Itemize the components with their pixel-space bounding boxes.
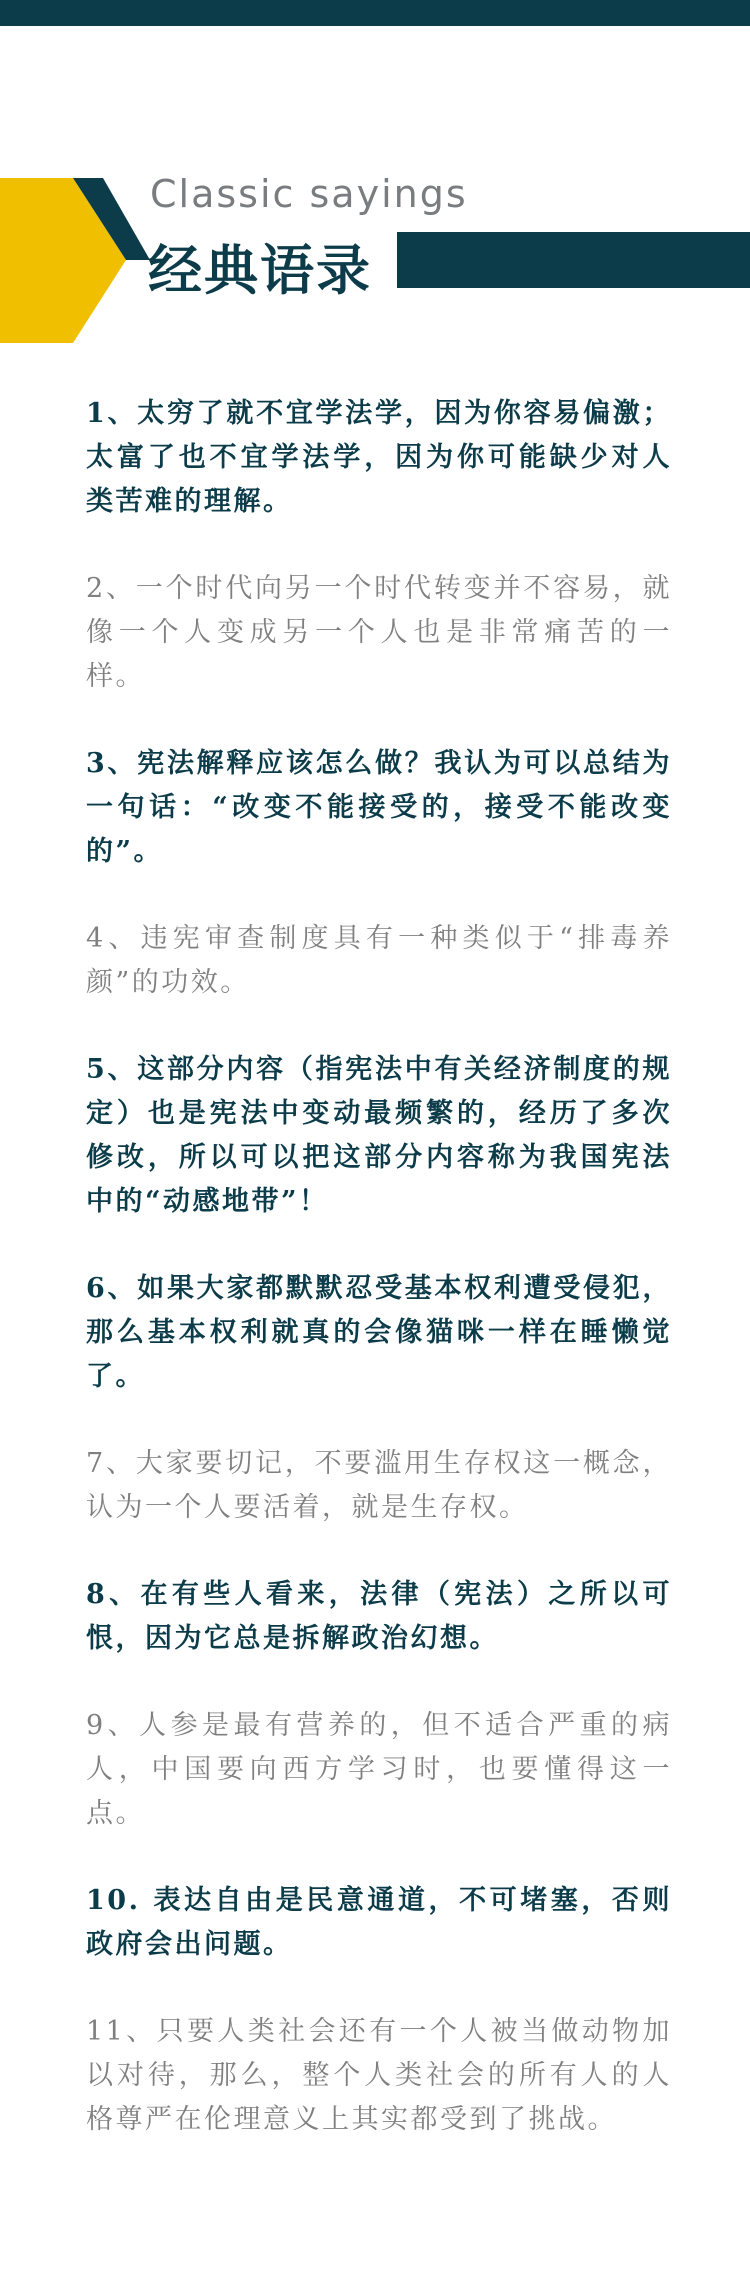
quote-item: 6、如果大家都默默忍受基本权利遭受侵犯，那么基本权利就真的会像猫咪一样在睡懒觉了。 xyxy=(86,1273,672,1392)
quote-item: 2、一个时代向另一个时代转变并不容易，就像一个人变成另一个人也是非常痛苦的一样。 xyxy=(86,573,672,692)
quote-item: 5、这部分内容（指宪法中有关经济制度的规定）也是宪法中变动最频繁的，经历了多次修改，所以可以把这部分内容称为我国宪法中的“动感地带”！ xyxy=(86,1054,672,1217)
section-subtitle-english: Classic sayings xyxy=(150,172,468,216)
quotes-list xyxy=(86,392,672,2185)
quote-item: 1、太穷了就不宜学法学，因为你容易偏激；太富了也不宜学法学，因为你可能缺少对人类苦难的理解。 xyxy=(86,398,672,517)
header-title-bar xyxy=(397,232,750,288)
quote-item: 10. 表达自由是民意通道，不可堵塞，否则政府会出问题。 xyxy=(86,1885,672,1960)
quote-item: 7、大家要切记，不要滥用生存权这一概念，认为一个人要活着，就是生存权。 xyxy=(86,1448,672,1523)
quote-item: 4、违宪审查制度具有一种类似于“排毒养颜”的功效。 xyxy=(86,923,672,998)
quote-item: 9、人参是最有营养的，但不适合严重的病人，中国要向西方学习时，也要懂得这一点。 xyxy=(86,1710,672,1829)
header-decoration-graphic xyxy=(0,178,150,343)
top-banner-bar xyxy=(0,0,750,26)
quote-item: 3、宪法解释应该怎么做？我认为可以总结为一句话：“改变不能接受的，接受不能改变的”。 xyxy=(86,748,672,867)
section-title: 经典语录 xyxy=(148,239,372,302)
quote-item: 8、在有些人看来，法律（宪法）之所以可恨，因为它总是拆解政治幻想。 xyxy=(86,1579,672,1654)
quote-item: 11、只要人类社会还有一个人被当做动物加以对待，那么，整个人类社会的所有人的人格尊严在伦理意义上其实都受到了挑战。 xyxy=(86,2016,672,2135)
